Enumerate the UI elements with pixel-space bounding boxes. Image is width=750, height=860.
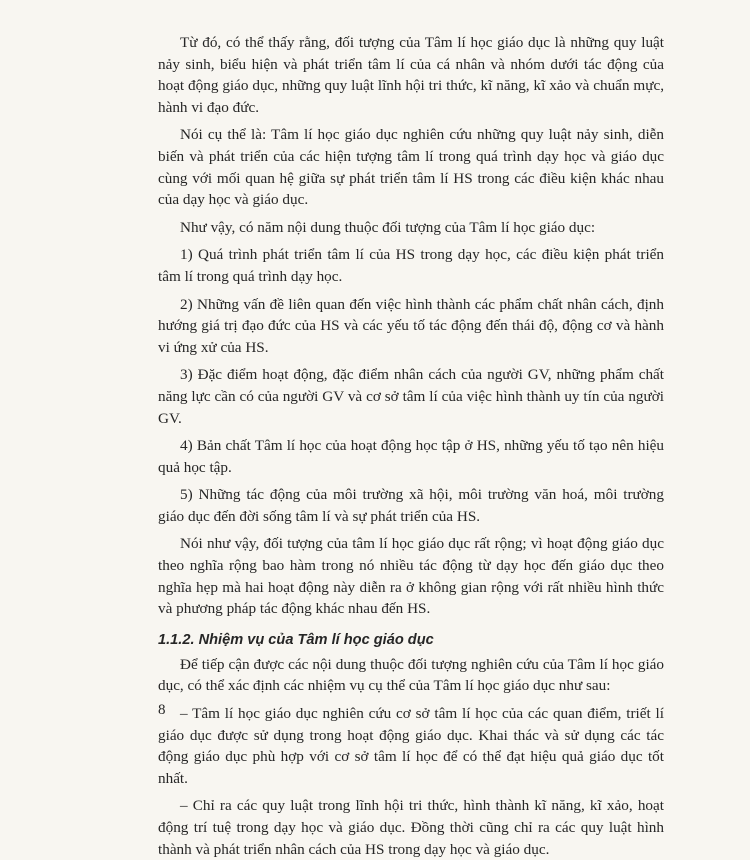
list-item: – Chỉ ra các quy luật trong lĩnh hội tri thức, hình thành kĩ năng, kĩ xảo, hoạt động trí tuệ trong dạy học và giáo dục. Đồng thời cũng chỉ ra các quy luật hình thành và phát triển nhân cách của HS trong dạy học và giáo dục. [158, 797, 664, 858]
body-text-before-heading [158, 32, 664, 620]
paragraph: Để tiếp cận được các nội dung thuộc đối tượng nghiên cứu của Tâm lí học giáo dục, có thể xác định các nhiệm vụ cụ thể của Tâm lí học giáo dục như sau: [158, 655, 664, 695]
page-number: 8 [158, 702, 166, 718]
list-item: 4) Bản chất Tâm lí học của hoạt động học tập ở HS, những yếu tố tạo nên hiệu quả học tập. [158, 437, 664, 476]
body-text-after-heading [158, 654, 664, 860]
paragraph: Nói như vậy, đối tượng của tâm lí học giáo dục rất rộng; vì hoạt động giáo dục theo nghĩa rộng bao hàm trong nó nhiều tác động từ dạy học đến giáo dục theo nghĩa hẹp mà hai hoạt động này diễn ra ở không gian rộng với rất nhiều hình thức và phương pháp tác động khác nhau đến HS. [158, 535, 664, 618]
list-item: – Tâm lí học giáo dục nghiên cứu cơ sở tâm lí học của các quan điểm, triết lí giáo dục được sử dụng trong hoạt động giáo dục. Khai thác và sử dụng các tác động giáo dục phù hợp với cơ sở tâm lí học để có thể đạt hiệu quả giáo dục tốt nhất. [158, 705, 664, 787]
section-heading: 1.1.2. Nhiệm vụ của Tâm lí học giáo dục [158, 631, 434, 648]
list-item: 5) Những tác động của môi trường xã hội, môi trường văn hoá, môi trường giáo dục đến đời sống tâm lí và sự phát triển của HS. [158, 486, 664, 525]
list-item: 1) Quá trình phát triển tâm lí của HS trong dạy học, các điều kiện phát triển tâm lí trong quá trình dạy học. [158, 246, 664, 285]
list-item: 3) Đặc điểm hoạt động, đặc điểm nhân cách của người GV, những phẩm chất năng lực cần có của người GV và cơ sở tâm lí của việc hình thành uy tín của người GV. [158, 366, 664, 427]
list-item: 2) Những vấn đề liên quan đến việc hình thành các phẩm chất nhân cách, định hướng giá trị đạo đức của HS và các yếu tố tác động đến thái độ, động cơ và hành vi ứng xử của HS. [158, 295, 664, 356]
paragraph: Như vậy, có năm nội dung thuộc đối tượng của Tâm lí học giáo dục: [180, 218, 596, 236]
paragraph: Nói cụ thể là: Tâm lí học giáo dục nghiên cứu những quy luật nảy sinh, diễn biến và phát triển của các hiện tượng tâm lí trong quá trình dạy học và giáo dục cùng với mối quan hệ giữa sự phát triển tâm lí HS trong các điều kiện khác nhau của dạy học và giáo dục. [158, 126, 664, 209]
paragraph: Từ đó, có thể thấy rằng, đối tượng của Tâm lí học giáo dục là những quy luật nảy sinh, biểu hiện và phát triển tâm lí của cá nhân và nhóm dưới tác động của hoạt động giáo dục, những quy luật lĩnh hội tri thức, kĩ năng, kĩ xảo và chuẩn mực, hành vi đạo đức. [158, 34, 664, 116]
